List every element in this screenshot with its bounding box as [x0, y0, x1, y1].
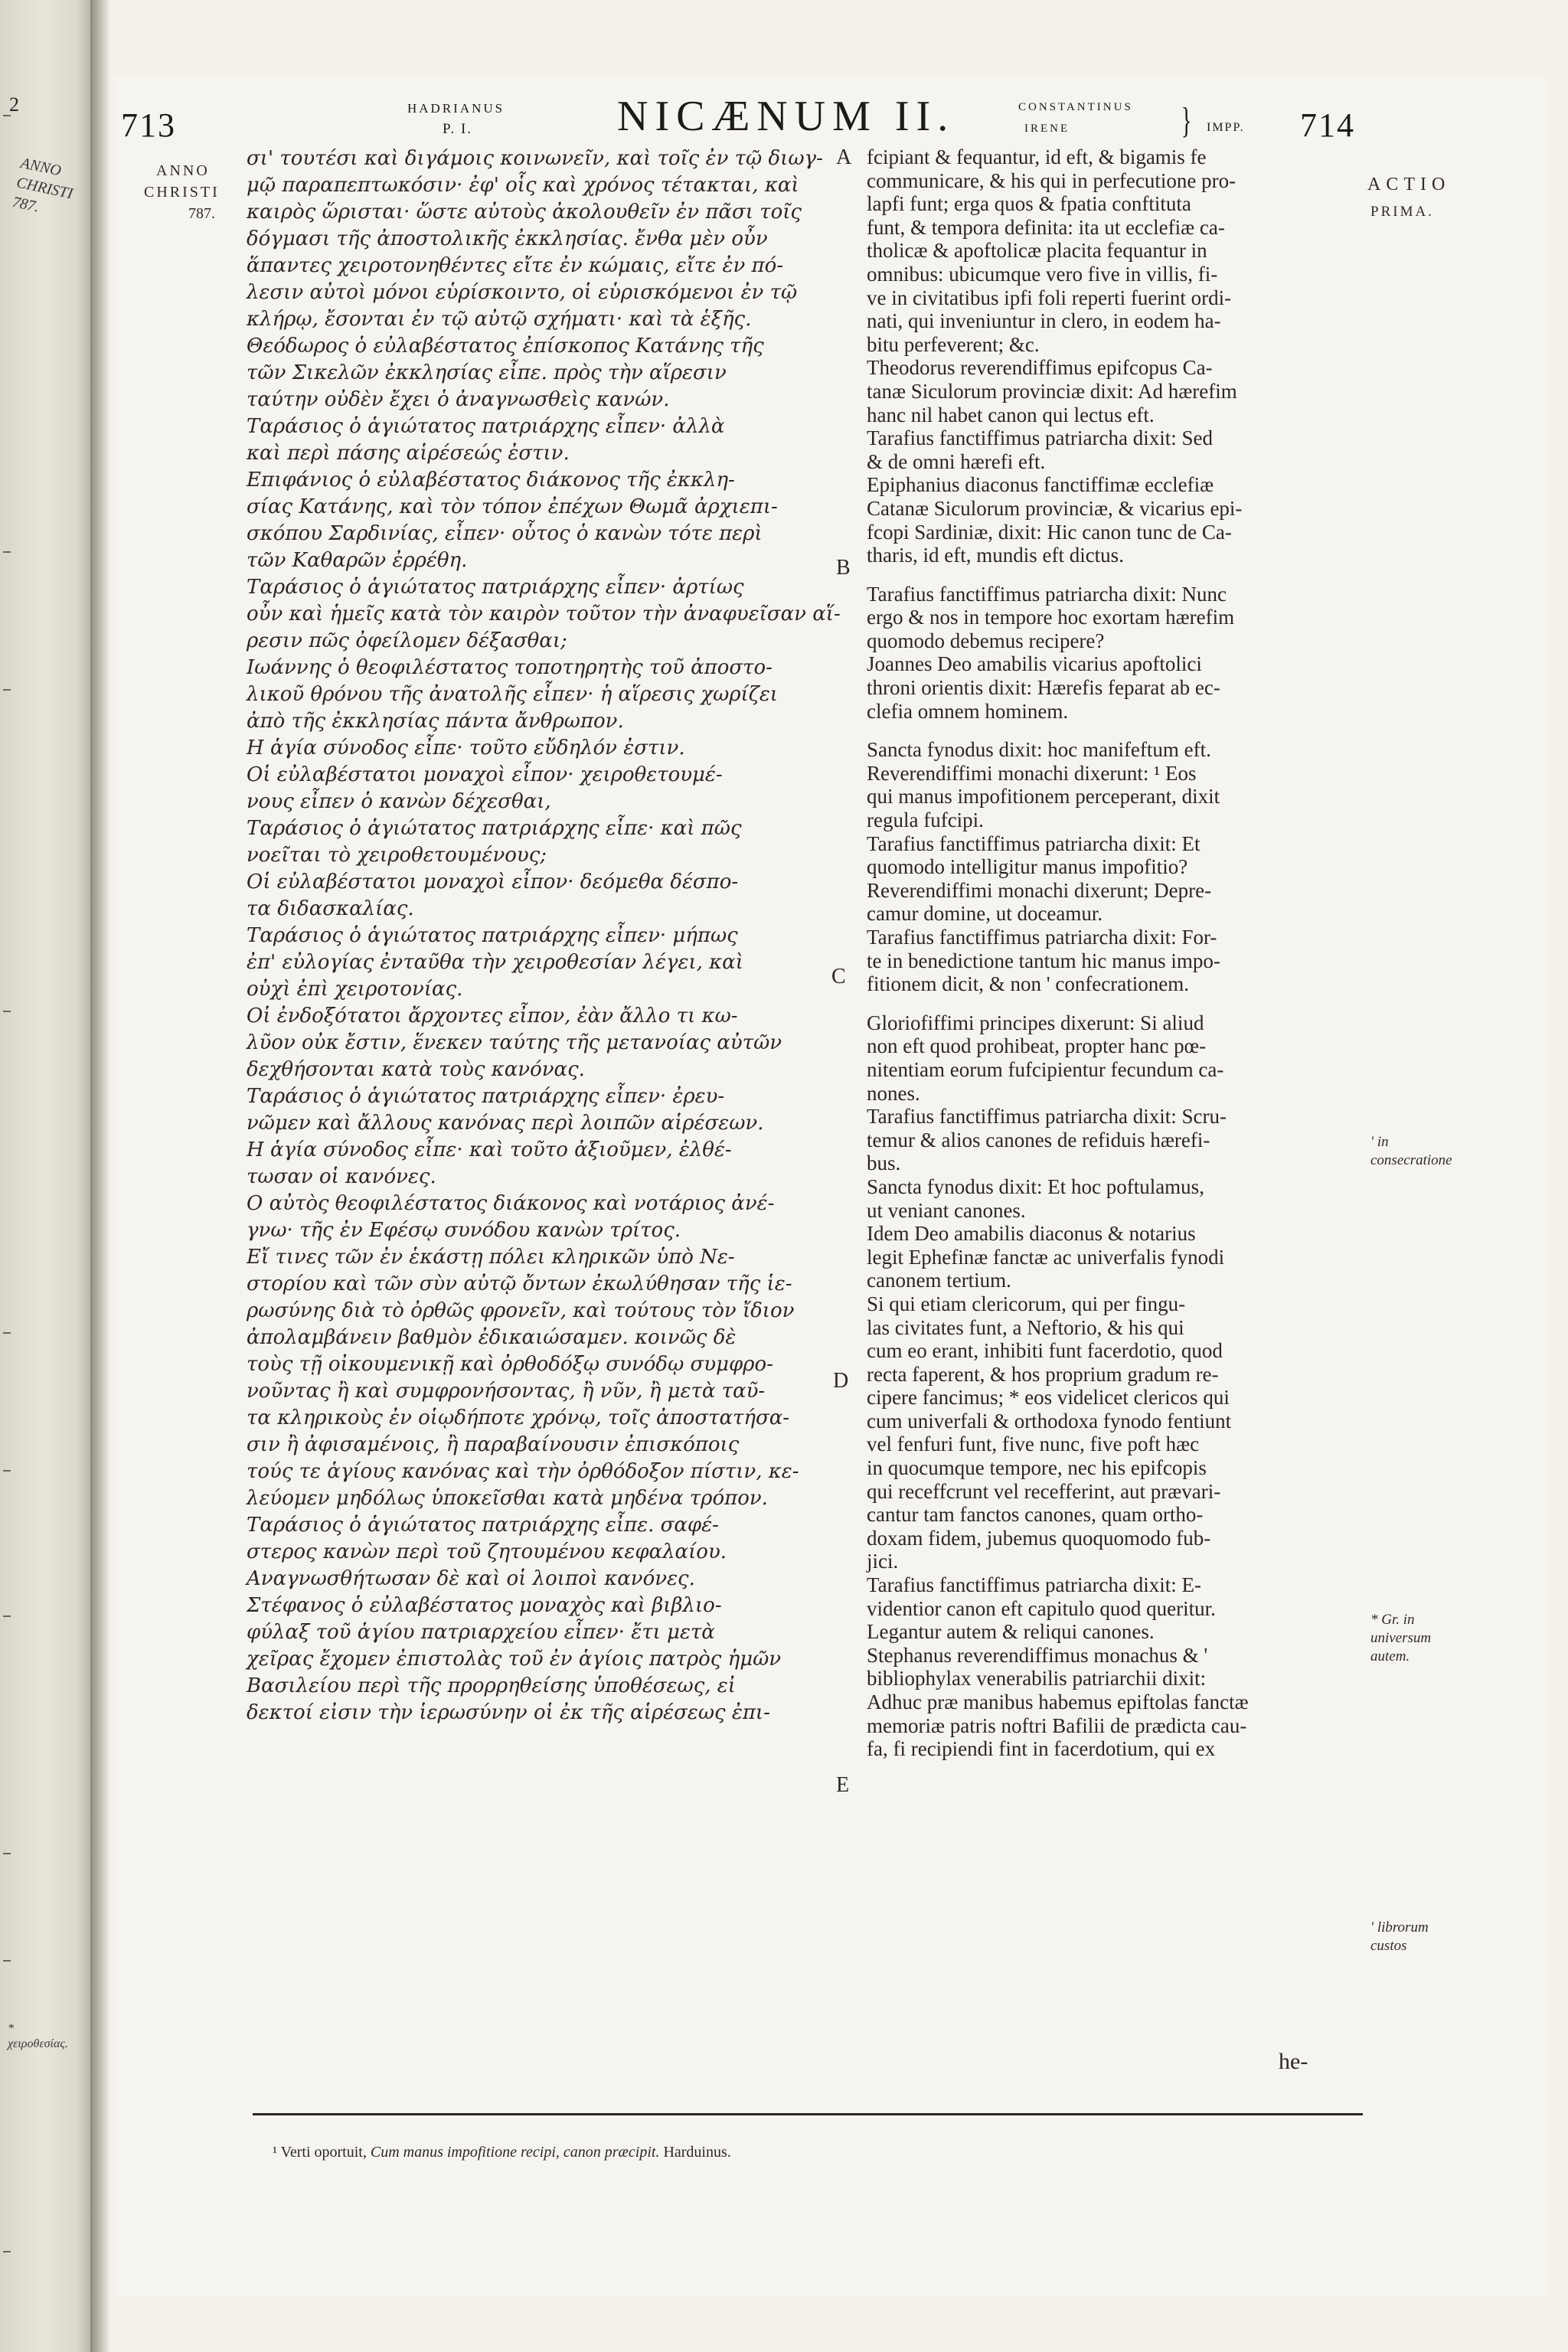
latin-line: ut veniant canones.	[867, 1198, 1026, 1222]
greek-line: τα κληρικοὺς ἐν οἱῳδήποτε χρόνῳ, τοῖς ἀποστατήσα-	[247, 1406, 790, 1429]
latin-line: cum eo erant, inhibiti funt facerdotio, quod	[867, 1339, 1223, 1363]
section-letter-b: B	[836, 556, 851, 580]
latin-line: doxam fidem, jubemus quoquomodo fub-	[867, 1526, 1211, 1550]
latin-line: fcopi Sardiniæ, dixit: Hic canon tunc de Ca-	[867, 520, 1232, 544]
latin-line: camur domine, ut doceamur.	[867, 902, 1103, 926]
greek-line: οὐχὶ ἐπὶ χειροτονίας.	[247, 978, 463, 1001]
latin-line: quomodo debemus recipere?	[867, 629, 1105, 652]
latin-line: canonem tertium.	[867, 1269, 1011, 1292]
greek-line: νοεῖται τὸ χειροθετουμένους;	[247, 844, 547, 867]
greek-line: τα διδασκαλίας.	[247, 897, 414, 920]
greek-line: Ο αὐτὸς θεοφιλέστατος διάκονος καὶ νοτάριος ἀνέ-	[247, 1192, 775, 1215]
section-letter-a: A	[836, 145, 852, 169]
latin-line: tholicæ & apoftolicæ placita fequantur in	[867, 239, 1207, 263]
greek-line: Οἱ εὐλαβέστατοι μοναχοὶ εἶπον· δεόμεθα δέσπο-	[247, 871, 739, 893]
greek-line: καὶ περὶ πάσης αἱρέσεώς ἐστιν.	[247, 442, 570, 465]
running-head-constantinus: CONSTANTINUS	[1018, 101, 1133, 113]
greek-line: Η ἁγία σύνοδος εἶπε· τοῦτο εὔδηλόν ἐστιν.	[247, 737, 685, 760]
greek-line: λεύομεν μηδόλως ὑποκεῖσθαι κατὰ μηδένα τρόπον.	[247, 1487, 768, 1510]
greek-line: οὖν καὶ ἡμεῖς κατὰ τὸν καιρὸν τοῦτον τὴν ἀναφυεῖσαν αἵ-	[247, 603, 841, 626]
latin-line: Epiphanius diaconus fanctiffimæ ecclefiæ	[867, 473, 1214, 497]
greek-line: Οἱ εὐλαβέστατοι μοναχοὶ εἶπον· χειροθετουμέ-	[247, 763, 723, 786]
greek-line: Ταράσιος ὁ ἁγιώτατος πατριάρχης εἶπε. σαφέ-	[247, 1514, 719, 1537]
latin-line: Joannes Deo amabilis vicarius apoftolici	[867, 652, 1202, 676]
latin-line: communicare, & his qui in perfecutione pro-	[867, 168, 1236, 192]
greek-line: τῶν Σικελῶν ἐκκλησίας εἶπε. πρὸς τὴν αἵρεσιν	[247, 361, 727, 384]
latin-line: lapfi funt; erga quos & fpatia conftituta	[867, 192, 1191, 216]
latin-line: Legantur autem & reliqui canones.	[867, 1620, 1155, 1644]
latin-line: regula fufcipi.	[867, 808, 984, 832]
latin-line: nitentiam eorum fufcipientur fecundum ca-	[867, 1057, 1224, 1081]
latin-line: cipere fancimus; * eos videlicet clericos qui	[867, 1386, 1230, 1410]
paragraph-gap	[867, 996, 1358, 1011]
greek-line: σι' τουτέσι καὶ διγάμοις κοινωνεῖν, καὶ τοῖς ἐν τῷ διωγ-	[247, 147, 823, 170]
latin-line: ve in civitatibus ipfi foli reperti fuerint ordi-	[867, 286, 1232, 309]
latin-line: tharis, id eft, mundis eft dictus.	[867, 544, 1124, 567]
latin-line: jici.	[867, 1550, 899, 1573]
previous-page-number: 2	[9, 93, 19, 116]
latin-line: in quocumque tempore, nec his epifcopis	[867, 1456, 1207, 1480]
paragraph-gap	[867, 723, 1358, 738]
latin-line: Catanæ Siculorum provinciæ, & vicarius epi-	[867, 496, 1243, 520]
latin-line: nones.	[867, 1081, 920, 1105]
greek-line: ἅπαντες χειροτονηθέντες εἴτε ἐν κώμαις, εἴτε ἐν πό-	[247, 254, 784, 277]
margin-anno: ANNO	[156, 162, 210, 179]
greek-line: Βασιλείου περὶ τῆς προρρηθείσης ὑποθέσεως, εἰ	[247, 1674, 736, 1697]
latin-line: qui manus impofitionem perceperant, dixit	[867, 785, 1220, 808]
latin-line: nati, qui inveniuntur in clero, in eodem ha-	[867, 309, 1221, 333]
latin-line: cantur tam fanctos canones, quam ortho-	[867, 1503, 1204, 1527]
latin-line: Theodorus reverendiffimus epifcopus Ca-	[867, 356, 1213, 380]
greek-line: Ταράσιος ὁ ἁγιώτατος πατριάρχης εἶπεν· μήπως	[247, 924, 738, 947]
catchword: he-	[1279, 2049, 1308, 2074]
latin-line: funt, & tempora definita: ita ut ecclefiæ ca-	[867, 215, 1225, 239]
greek-line: ἀπὸ τῆς ἐκκλησίας πάντα ἄνθρωπον.	[247, 710, 624, 733]
latin-line: Tarafius fanctiffimus patriarcha dixit: For-	[867, 926, 1217, 949]
greek-line: Ταράσιος ὁ ἁγιώτατος πατριάρχης εἶπεν· ἀρτίως	[247, 576, 744, 599]
latin-line: Sancta fynodus dixit: hoc manifeftum eft.	[867, 738, 1211, 762]
latin-line: Reverendiffimi monachi dixerunt: ¹ Eos	[867, 761, 1197, 785]
latin-line: Tarafius fanctiffimus patriarcha dixit: Et	[867, 831, 1200, 855]
greek-column	[247, 145, 841, 1726]
page-number-right: 714	[1300, 106, 1355, 144]
latin-line: fa, fi recipiendi fint in facerdotium, qui ex	[867, 1737, 1216, 1761]
latin-line: throni orientis dixit: Hærefis feparat ab ec-	[867, 676, 1220, 700]
latin-line: bibliophylax venerabilis patriarchii dixit:	[867, 1667, 1207, 1690]
running-head-p1: P. I.	[443, 121, 473, 137]
greek-line: νοῦντας ἢ καὶ συμφρονήσοντας, ἢ νῦν, ἢ μετὰ ταῦ-	[247, 1380, 766, 1403]
latin-line: fcipiant & fequantur, id eft, & bigamis fe	[867, 145, 1207, 168]
greek-line: κλήρῳ, ἔσονται ἐν τῷ αὐτῷ σχήματι· καὶ τὰ ἑξῆς.	[247, 308, 752, 331]
section-letter-d: D	[833, 1369, 849, 1393]
greek-line: δεχθήσονται κατὰ τοὺς κανόνας.	[247, 1058, 585, 1081]
latin-line: hanc nil habet canon qui lectus eft.	[867, 403, 1155, 426]
greek-line: Ιωάννης ὁ θεοφιλέστατος τοποτηρητὴς τοῦ ἀποστο-	[247, 656, 773, 679]
side-note-in-universum: * Gr. in universum autem.	[1370, 1612, 1432, 1664]
greek-line: ταύτην οὐδὲν ἔχει ὁ ἀναγνωσθεὶς κανών.	[247, 388, 670, 411]
footnote	[273, 2144, 731, 2161]
latin-line: quomodo intelligitur manus impofitio?	[867, 855, 1188, 879]
greek-line: χεῖρας ἔχομεν ἐπιστολὰς τοῦ ἐν ἁγίοις πατρὸς ἡμῶν	[247, 1648, 782, 1671]
greek-line: τωσαν οἱ κανόνες.	[247, 1165, 436, 1188]
latin-line: Sancta fynodus dixit: Et hoc poftulamus,	[867, 1174, 1204, 1198]
greek-line: στερος κανὼν περὶ τοῦ ζητουμένου κεφαλαίου.	[247, 1540, 727, 1563]
latin-line: cum univerfali & orthodoxa fynodo fentiunt	[867, 1409, 1232, 1432]
latin-line: vel fenfuri funt, five nunc, five poft hæc	[867, 1432, 1200, 1456]
side-note-librorum-custos: ' librorum custos	[1370, 1919, 1429, 1954]
margin-year: 787.	[188, 205, 215, 222]
footnote-italic: Cum manus impofitione recipi, canon præcipit.	[370, 2144, 660, 2161]
latin-line: bitu perfeverent; &c.	[867, 332, 1040, 356]
greek-line: Στέφανος ὁ εὐλαβέστατος μοναχὸς καὶ βιβλιο-	[247, 1594, 722, 1617]
paragraph-gap	[867, 567, 1358, 583]
latin-line: & de omni hærefi eft.	[867, 449, 1046, 473]
greek-line: λεσιν αὐτοὶ μόνοι εὑρίσκοιντο, οἱ εὑρισκόμενοι ἐν τῷ	[247, 281, 798, 304]
greek-line: δόγμασι τῆς ἀποστολικῆς ἐκκλησίας. ἔνθα μὲν οὖν	[247, 227, 768, 250]
latin-line: fitionem dicit, & non ' confecrationem.	[867, 972, 1189, 996]
latin-line: Tarafius fanctiffimus patriarcha dixit: E-	[867, 1573, 1201, 1597]
section-letter-c: C	[831, 965, 846, 988]
latin-line: clefia omnem hominem.	[867, 699, 1069, 723]
latin-line: las civitates funt, a Neftorio, & his qui	[867, 1315, 1184, 1339]
greek-line: σκόπου Σαρδινίας, εἶπεν· οὗτος ὁ κανὼν τότε περὶ	[247, 522, 763, 545]
edge-tick-marks	[3, 0, 18, 2352]
greek-line: Ταράσιος ὁ ἁγιώτατος πατριάρχης εἶπε· καὶ πῶς	[247, 817, 742, 840]
greek-line: Ταράσιος ὁ ἁγιώτατος πατριάρχης εἶπεν· ἐρευ-	[247, 1085, 725, 1108]
greek-line: νῶμεν καὶ ἄλλους κανόνας περὶ λοιπῶν αἱρέσεων.	[247, 1112, 764, 1135]
greek-line: Οἱ ἐνδοξότατοι ἄρχοντες εἶπον, ἐὰν ἄλλο τι κω-	[247, 1004, 738, 1027]
footnote-lead: Verti oportuit,	[280, 2144, 367, 2161]
gutter-shadow	[90, 0, 110, 2352]
latin-column	[867, 145, 1358, 1761]
page-title: NICÆNUM II.	[617, 93, 956, 140]
latin-line: legit Ephefinæ fanctæ ac univerfalis fynodi	[867, 1245, 1225, 1269]
greek-line: Αναγνωσθήτωσαν δὲ καὶ οἱ λοιποὶ κανόνες.	[247, 1567, 695, 1590]
greek-line: Επιφάνιος ὁ εὐλαβέστατος διάκονος τῆς ἐκκλη-	[247, 469, 735, 492]
greek-line: Εἴ τινες τῶν ἐν ἑκάστῃ πόλει κληρικῶν ὑπὸ Νε-	[247, 1246, 735, 1269]
margin-christi: CHRISTI	[144, 184, 220, 201]
latin-line: Tarafius fanctiffimus patriarcha dixit: Sed	[867, 426, 1213, 450]
greek-line: ἐπ' εὐλογίας ἐνταῦθα τὴν χειροθεσίαν λέγει, καὶ	[247, 951, 743, 974]
greek-line: φύλαξ τοῦ ἁγίου πατριαρχείου εἶπεν· ἔτι μετὰ	[247, 1621, 715, 1644]
running-head-irene: IRENE	[1024, 122, 1070, 135]
running-head-impp: IMPP.	[1207, 121, 1245, 134]
greek-line: γνω· τῆς ἐν Εφέσῳ συνόδου κανὼν τρίτος.	[247, 1219, 681, 1242]
latin-line: Adhuc præ manibus habemus epiftolas fanctæ	[867, 1690, 1249, 1713]
greek-line: μῷ παραπεπτωκόσιν· ἐφ' οἷς καὶ χρόνος τέτακται, καὶ	[247, 174, 799, 197]
margin-actio: ACTIO	[1367, 175, 1451, 194]
latin-line: non eft quod prohibeat, propter hanc pœ-	[867, 1034, 1207, 1058]
latin-line: Si qui etiam clericorum, qui per fingu-	[867, 1292, 1186, 1315]
footnote-mark: ¹	[273, 2144, 277, 2161]
latin-line: Idem Deo amabilis diaconus & notarius	[867, 1222, 1196, 1246]
section-letter-e: E	[836, 1773, 850, 1797]
greek-line: δεκτοί εἰσιν τὴν ἱερωσύνην οἱ ἐκ τῆς αἱρέσεως ἐπι-	[247, 1701, 770, 1724]
footnote-rule	[253, 2113, 1363, 2115]
greek-line: σίας Κατάνης, καὶ τὸν τόπον ἐπέχων Θωμᾶ ἀρχιεπι-	[247, 495, 778, 518]
running-head-hadrianus: HADRIANUS	[407, 101, 505, 116]
footnote-author: Harduinus.	[663, 2144, 731, 2161]
latin-line: Tarafius fanctiffimus patriarcha dixit: Scru-	[867, 1105, 1227, 1129]
greek-line: λικοῦ θρόνου τῆς ἀνατολῆς εἶπεν· ἡ αἵρεσις χωρίζει	[247, 683, 778, 706]
latin-line: Reverendiffimi monachi dixerunt; Depre-	[867, 878, 1212, 902]
latin-line: memoriæ patris noftri Bafilii de prædicta cau-	[867, 1713, 1247, 1737]
greek-line: στορίου καὶ τῶν σὺν αὐτῷ ὄντων ἐκωλύθησαν τῆς ἱε-	[247, 1272, 792, 1295]
latin-line: ergo & nos in tempore hoc exortam hærefim	[867, 606, 1235, 629]
latin-line: qui receffcrunt vel recefferint, aut prævari-	[867, 1479, 1221, 1503]
side-note-consecratione: ' in consecratione	[1370, 1134, 1452, 1168]
latin-line: bus.	[867, 1152, 901, 1175]
page-number-left: 713	[121, 106, 176, 144]
latin-line: recta faperent, & hos proprium gradum re-	[867, 1362, 1219, 1386]
greek-line: ρεσιν πῶς ὀφείλομεν δέξασθαι;	[247, 629, 567, 652]
latin-line: temur & alios canones de refiduis hærefi-	[867, 1128, 1210, 1152]
greek-line: λῦον οὐκ ἔστιν, ἕνεκεν ταύτης τῆς μετανοίας αὐτῶν	[247, 1031, 782, 1054]
latin-line: tanæ Siculorum provinciæ dixit: Ad hærefim	[867, 379, 1237, 403]
greek-line: τῶν Καθαρῶν ἐρρέθη.	[247, 549, 468, 572]
greek-line: τούς τε ἁγίους κανόνας καὶ τὴν ὀρθόδοξον πίστιν, κε-	[247, 1460, 799, 1483]
latin-line: te in benedictione tantum hic manus impo-	[867, 949, 1220, 972]
greek-line: ἀπολαμβάνειν βαθμὸν ἐδικαιώσαμεν. κοινῶς δὲ	[247, 1326, 737, 1349]
latin-line: Stephanus reverendiffimus monachus & '	[867, 1643, 1208, 1667]
latin-line: Tarafius fanctiffimus patriarcha dixit: Nunc	[867, 582, 1227, 606]
greek-line: Ταράσιος ὁ ἁγιώτατος πατριάρχης εἶπεν· ἀλλὰ	[247, 415, 725, 438]
latin-line: videntior canon eft capitulo quod queritur.	[867, 1596, 1216, 1620]
greek-line: σιν ἢ ἀφισαμένοις, ἢ παραβαίνουσιν ἐπισκόποις	[247, 1433, 740, 1456]
greek-line: τοὺς τῇ οἰκουμενικῇ καὶ ὀρθοδόξῳ συνόδῳ συμφρο-	[247, 1353, 773, 1376]
greek-line: Θεόδωρος ὁ εὐλαβέστατος ἐπίσκοπος Κατάνης τῆς	[247, 335, 764, 358]
brace-glyph: }	[1181, 100, 1192, 141]
greek-line: καιρὸς ὥρισται· ὥστε αὐτοὺς ἀκολουθεῖν ἐν πᾶσι τοῖς	[247, 201, 802, 224]
latin-line: omnibus: ubicumque vero five in villis, fi-	[867, 262, 1218, 286]
greek-line: ρωσύνης διὰ τὸ ὀρθῶς φρονεῖν, καὶ τούτους τὸν ἴδιον	[247, 1299, 795, 1322]
latin-line: Gloriofiffimi principes dixerunt: Si aliud	[867, 1011, 1204, 1034]
greek-line: νους εἶπεν ὁ κανὼν δέχεσθαι,	[247, 790, 551, 813]
margin-prima: PRIMA.	[1370, 204, 1434, 220]
greek-line: Η ἁγία σύνοδος εἶπε· καὶ τοῦτο ἀξιοῦμεν, ἐλθέ-	[247, 1138, 732, 1161]
previous-page-anno: ANNO CHRISTI 787.	[11, 154, 75, 216]
previous-page-note: * χειροθεσίας.	[8, 2022, 68, 2050]
